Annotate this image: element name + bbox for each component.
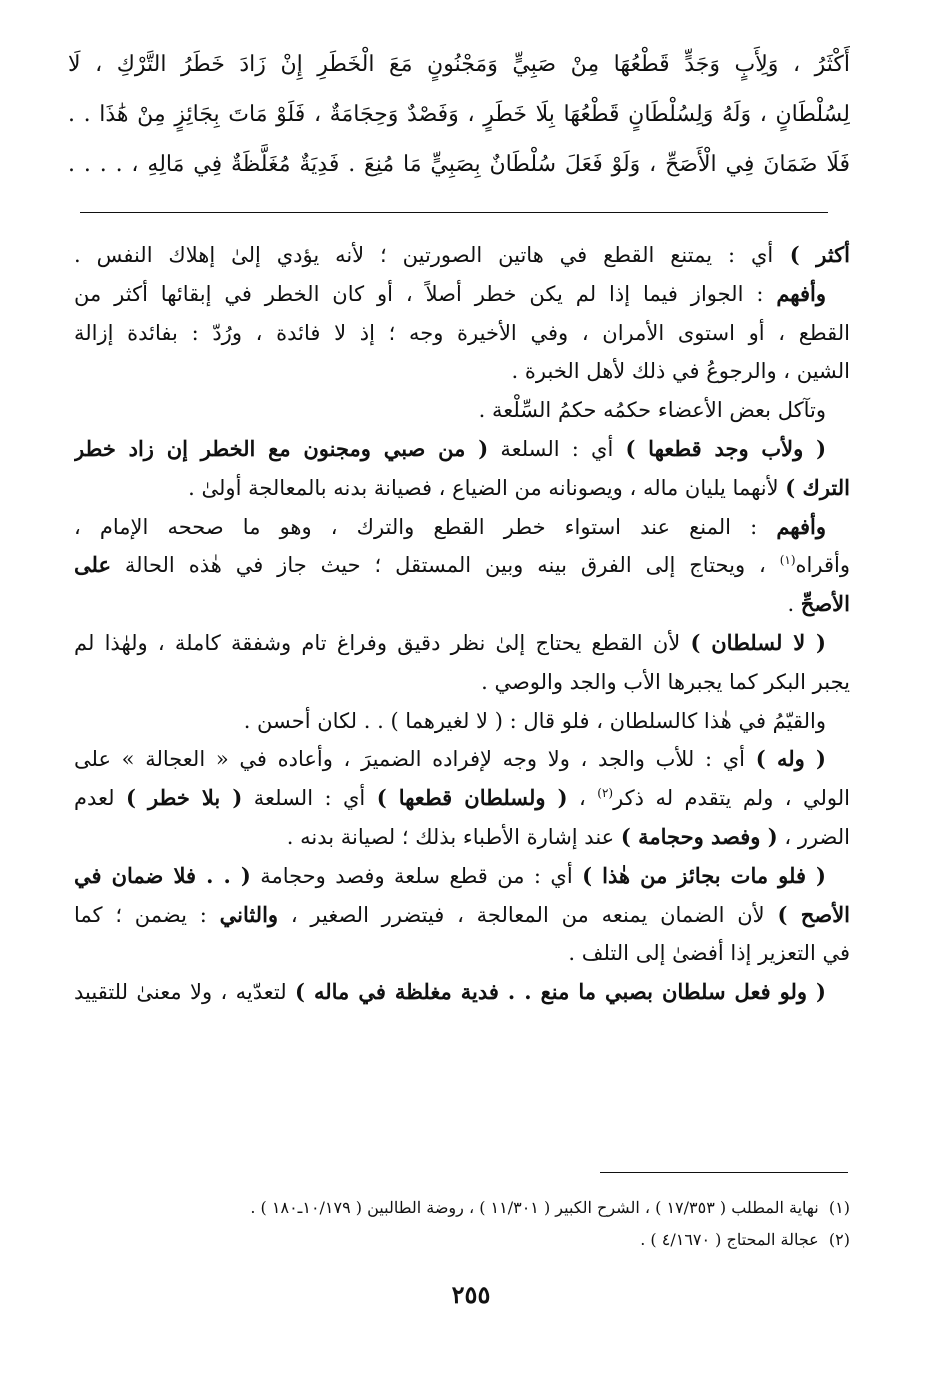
footnote-number: (١) <box>828 1198 850 1217</box>
commentary-line: وأفهم : المنع عند استواء خطر القطع والترك ، وهو ما صححه الإمام ، <box>74 513 826 539</box>
main-text-line: فَلَا ضَمَانَ فِي الْأَصَحِّ ، وَلَوْ فَعَلَ سُلْطَانٌ بِصَبِيٍّ مَا مُنِعَ . فَدِيَةٌ مُغَلَّظَةٌ فِي مَالِهِ ، . . . . <box>68 152 850 177</box>
footnotes <box>74 1192 850 1256</box>
footnote-ref: (١) <box>779 553 796 568</box>
main-text-line: أَكْثَرُ ، وَلِأَبٍ وَجَدٍّ قَطْعُهَا مِنْ صَبِيٍّ وَمَجْنُونٍ مَعَ الْخَطَرِ إِنْ زَادَ خَطَرُ التَّرْكِ ، لَا <box>68 52 850 77</box>
footnote-rule <box>600 1172 848 1173</box>
commentary-line: الأصحِّ . <box>787 591 850 617</box>
commentary-line: ( فلو مات بجائز من هٰذا ) أي : من قطع سلعة وفصد وحجامة ( . . فلا ضمان في <box>74 862 826 888</box>
commentary-line: والقيّمُ في هٰذا كالسلطان ، فلو قال : ( لا لغيرهما ) . . لكان أحسن . <box>243 708 826 733</box>
main-text-line: لِسُلْطَانٍ ، وَلَهُ وَلِسُلْطَانٍ قَطْعُهَا بِلَا خَطَرٍ ، وَفَصْدٌ وَحِجَامَةٌ ، فَلَوْ مَاتَ بِجَائِزٍ مِنْ هَٰذَا . . <box>68 102 850 127</box>
commentary-line: الولي ، ولم يتقدم له ذكر$^{(٢)}$ ، ( ولسلطان قطعها ) أي : السلعة ( بلا خطر ) لعدم <box>74 785 850 811</box>
footnote-ref: (٢) <box>597 786 614 801</box>
commentary-line: الأصح ) لأن الضمان يمنعه من المعالجة ، فيتضرر الصغير ، والثاني : يضمن ؛ كما <box>74 901 850 927</box>
commentary-line: وتآكل بعض الأعضاء حكمُه حكمُ السِّلْعة . <box>478 398 826 423</box>
commentary-line: ( وله ) أي : للأب والجد ، ولا وجه لإفراده الضميرَ ، وأعاده في « العجالة » على <box>74 746 826 772</box>
page-number: ٢٥٥ <box>451 1280 491 1309</box>
commentary-line: أكثر ) أي : يمتنع القطع في هاتين الصورتين ؛ لأنه يؤدي إلىٰ إهلاك النفس . <box>74 242 850 267</box>
footnote-item <box>74 1224 850 1256</box>
commentary-line: يجبر البكر كما يجبرها الأب والجد والوصي . <box>481 669 850 694</box>
main-text-block <box>68 40 850 190</box>
commentary-block <box>74 236 850 1012</box>
footnote-text: عجالة المحتاج ( ٤/١٦٧٠ ) . <box>640 1230 819 1249</box>
footnote-item <box>74 1192 850 1224</box>
commentary-line: وأقراه$^{(١)}$ ، ويحتاج إلى الفرق بينه وبين المستقل ؛ حيث جاز في هٰذه الحالة على <box>74 552 850 578</box>
commentary-line: ( ولو فعل سلطان بصبي ما منع . . فدية مغلظة في ماله ) لتعدّيه ، ولا معنىٰ للتقييد <box>74 979 826 1005</box>
commentary-line: ( ولأب وجد قطعها ) أي : السلعة ( من صبي ومجنون مع الخطر إن زاد خطر <box>74 435 827 461</box>
separator-rule <box>80 212 828 213</box>
commentary-line: ( لا لسلطان ) لأن القطع يحتاج إلىٰ نظر دقيق وفراغ تام وشفقة كاملة ، ولهٰذا لم <box>74 629 826 655</box>
footnote-text: نهاية المطلب ( ١٧/٣٥٣ ) ، الشرح الكبير ( ١١/٣٠١ ) ، روضة الطالبين ( ١٠/١٧٩ـ١٨٠ ) . <box>250 1198 819 1217</box>
commentary-line: الضرر ، ( وفصد وحجامة ) عند إشارة الأطباء بذلك ؛ لصيانة بدنه . <box>286 823 850 849</box>
commentary-line: في التعزير إذا أفضىٰ إلى التلف . <box>568 941 850 966</box>
commentary-line: القطع ، أو استوى الأمران ، وفي الأخيرة وجه ؛ إذ لا فائدة ، ورُدّ : بفائدة إزالة <box>74 320 850 345</box>
commentary-line: الشين ، والرجوعُ في ذلك لأهل الخبرة . <box>511 359 850 384</box>
commentary-line: الترك ) لأنهما يليان ماله ، ويصونانه من الضياع ، فصيانة بدنه بالمعالجة أولىٰ . <box>188 474 850 500</box>
commentary-line: وأفهم : الجواز فيما إذا لم يكن خطر أصلاً ، أو كان الخطر في إبقائها أكثر من <box>74 280 826 306</box>
footnote-number: (٢) <box>828 1230 850 1249</box>
